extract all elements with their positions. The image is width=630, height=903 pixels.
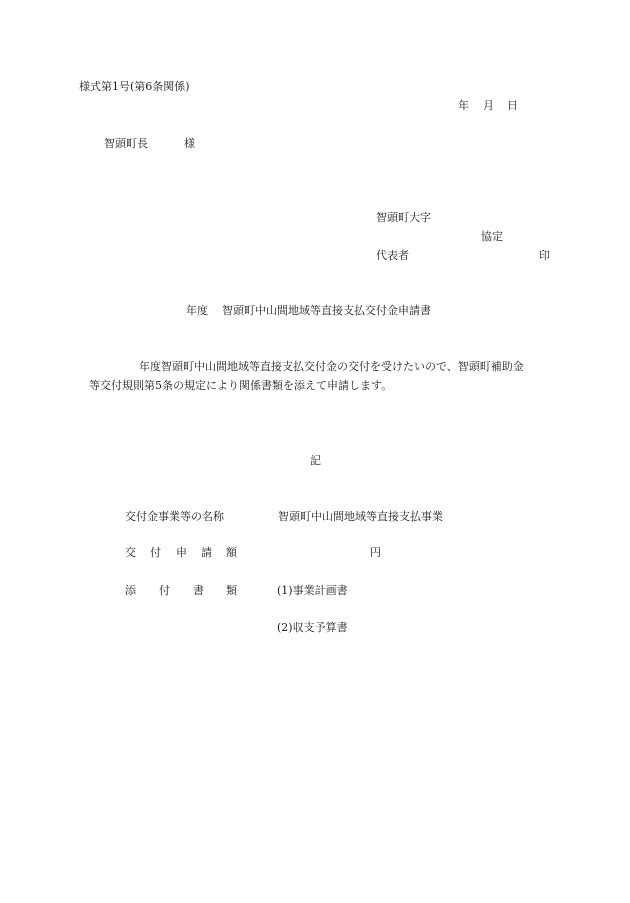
date-year-label: 年 — [458, 99, 469, 112]
title-text: 智頭町中山間地域等直接支払交付金申請書 — [222, 304, 431, 317]
body-line-2: 等交付規則第5条の規定により関係書類を添えて申請します。 — [89, 379, 393, 392]
amount-label-char: 請 — [201, 546, 212, 559]
attachment-item: (1)事業計画書 — [277, 584, 348, 597]
form-number: 様式第1号(第6条関係) — [79, 80, 190, 93]
amount-label-char: 申 — [176, 546, 187, 559]
attachment-item: (2)収支予算書 — [277, 621, 348, 634]
ki-marker: 記 — [310, 454, 321, 467]
address-label: 智頭町大字 — [376, 211, 431, 224]
title-year-prefix: 年度 — [186, 304, 208, 317]
addressee-name: 智頭町長 — [104, 137, 148, 150]
project-name-value: 智頭町中山間地域等直接支払事業 — [278, 510, 443, 523]
amount-unit: 円 — [370, 546, 381, 559]
attachments-label-char: 付 — [159, 584, 170, 597]
attachments-label-char: 添 — [125, 584, 136, 597]
attachments-label-char: 類 — [226, 584, 237, 597]
amount-label-char: 付 — [150, 546, 161, 559]
body-line-1: 年度智頭町中山間地域等直接支払交付金の交付を受けたいので、智頭町補助金 — [139, 360, 524, 373]
agreement-label: 協定 — [481, 230, 503, 243]
date-day-label: 日 — [507, 99, 518, 112]
amount-label-char: 交 — [125, 546, 136, 559]
project-name-label: 交付金事業等の名称 — [125, 510, 224, 523]
representative-label: 代表者 — [376, 249, 409, 262]
seal-label: 印 — [539, 249, 550, 262]
date-month-label: 月 — [483, 99, 494, 112]
attachments-label-char: 書 — [193, 584, 204, 597]
addressee-honorific: 様 — [184, 137, 195, 150]
amount-label-char: 額 — [226, 546, 237, 559]
